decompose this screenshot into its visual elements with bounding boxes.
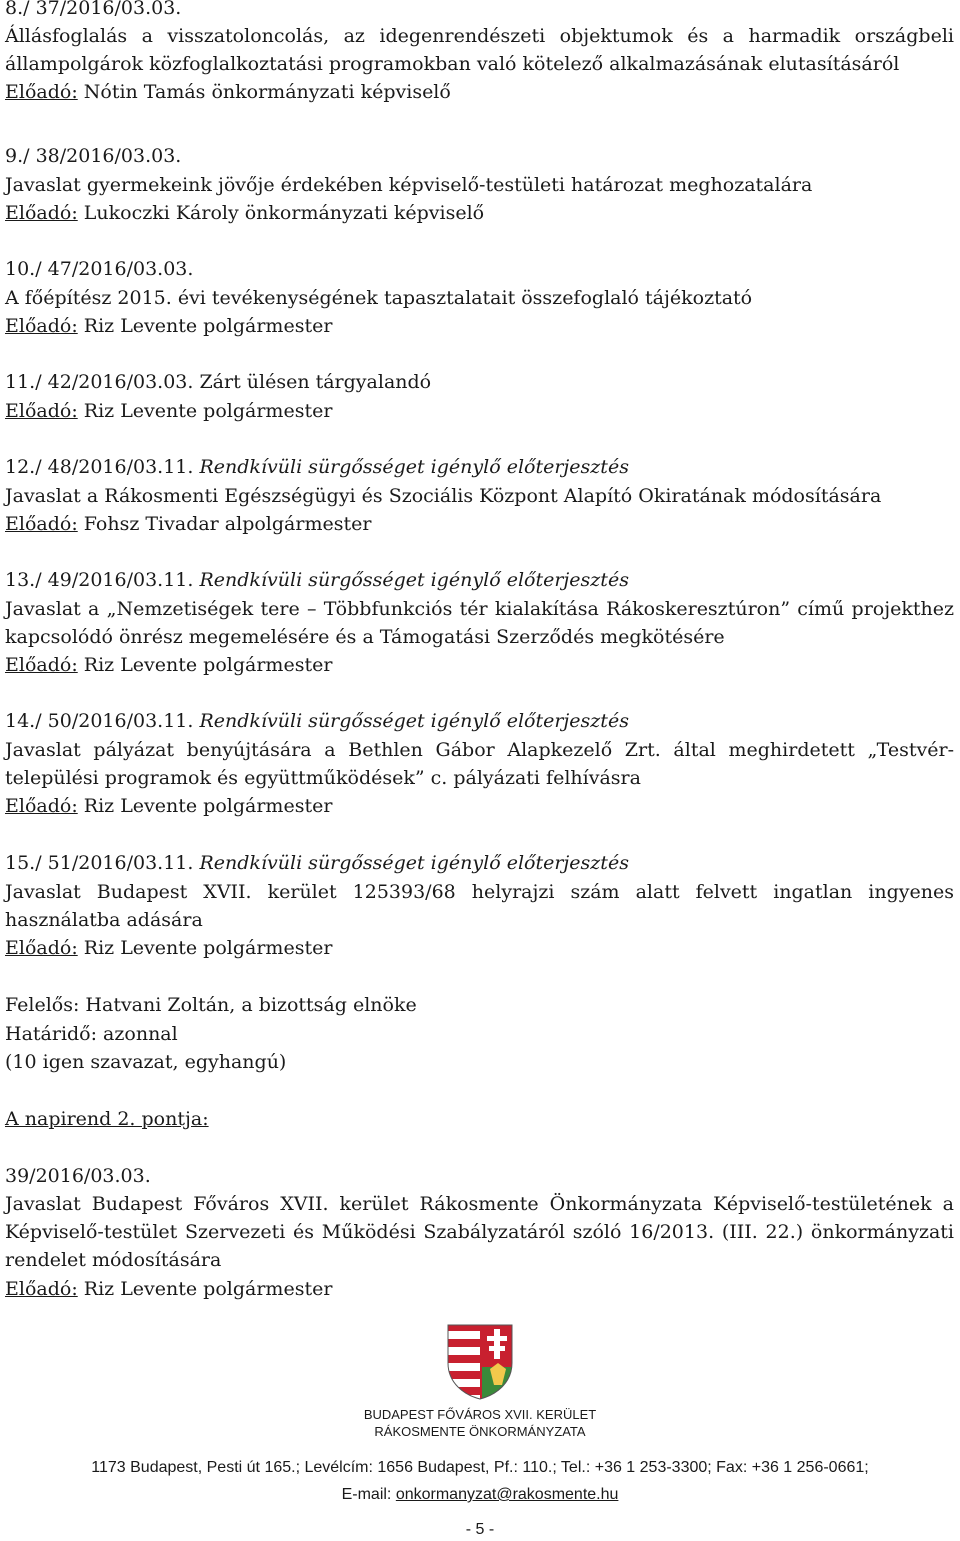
urgent-note: Rendkívüli sürgősséget igénylő előterjesztés — [199, 569, 629, 591]
presenter-name: Riz Levente polgármester — [77, 400, 333, 422]
coat-of-arms-icon — [446, 1323, 514, 1401]
item-title-line: Képviselő-testület Szervezeti és Működési Szabályzatáról szóló 16/2013. (III. 22.) önkormányzati — [5, 1221, 954, 1243]
item-number: 39/2016/03.03. — [5, 1165, 151, 1187]
item-title-line: Javaslat Budapest Főváros XVII. kerület Rákosmente Önkormányzata Képviselő-testületének a — [5, 1193, 954, 1215]
item-title-line: települési programok és együttműködések” c. pályázati felhívásra — [5, 767, 641, 789]
deadline-line: Határidő: azonnal — [5, 1023, 178, 1045]
presenter-line — [5, 397, 954, 425]
page-number: - 5 - — [465, 1521, 495, 1538]
item-number: 11./ 42/2016/03.03. — [5, 371, 194, 393]
item-title-line: rendelet módosítására — [5, 1249, 222, 1271]
item-number: 13./ 49/2016/03.11. — [5, 569, 194, 591]
presenter-line — [5, 651, 954, 679]
item-title-line: Javaslat pályázat benyújtására a Bethlen Gábor Alapkezelő Zrt. által meghirdetett „Testvér- — [5, 739, 954, 761]
item-number: 9./ 38/2016/03.03. — [5, 145, 182, 167]
presenter-label: Előadó: — [5, 937, 78, 959]
presenter-name: Nótin Tamás önkormányzati képviselő — [77, 81, 451, 103]
item-number: 15./ 51/2016/03.11. — [5, 852, 194, 874]
item-number-line — [5, 566, 954, 594]
presenter-label: Előadó: — [5, 81, 78, 103]
responsible-line: Felelős: Hatvani Zoltán, a bizottság elnöke — [5, 994, 417, 1016]
footer-email-line — [0, 1486, 960, 1504]
item-title-line: használatba adására — [5, 909, 203, 931]
item-number: 10./ 47/2016/03.03. — [5, 258, 194, 280]
presenter-name: Lukoczki Károly önkormányzati képviselő — [77, 202, 485, 224]
item-title-line: Javaslat a „Nemzetiségek tere – Többfunkciós tér kialakítása Rákoskeresztúron” című projekthez — [5, 598, 954, 620]
agenda-heading-text: A napirend 2. pontja: — [5, 1108, 209, 1130]
urgent-note: Rendkívüli sürgősséget igénylő előterjesztés — [199, 456, 629, 478]
presenter-line — [5, 934, 954, 962]
presenter-line — [5, 312, 954, 340]
presenter-name: Fohsz Tivadar alpolgármester — [77, 513, 372, 535]
presenter-label: Előadó: — [5, 654, 78, 676]
agenda-heading — [5, 1105, 954, 1133]
presenter-name: Riz Levente polgármester — [77, 654, 333, 676]
presenter-label: Előadó: — [5, 202, 78, 224]
presenter-label: Előadó: — [5, 400, 78, 422]
item-number: 12./ 48/2016/03.11. — [5, 456, 194, 478]
presenter-label: Előadó: — [5, 1278, 78, 1300]
item-number-line — [5, 849, 954, 877]
vote-result: (10 igen szavazat, egyhangú) — [5, 1051, 287, 1073]
item-number: 14./ 50/2016/03.11. — [5, 710, 194, 732]
presenter-line — [5, 510, 954, 538]
presenter-name: Riz Levente polgármester — [77, 315, 333, 337]
org-name-line: BUDAPEST FŐVÁROS XVII. KERÜLET — [363, 1407, 597, 1422]
item-title-line: állampolgárok közfoglalkoztatási programokban való kötelező alkalmazásának elutasításáról — [5, 53, 900, 75]
item-number-line — [5, 707, 954, 735]
presenter-name: Riz Levente polgármester — [77, 937, 333, 959]
item-number-line — [5, 368, 954, 396]
presenter-line — [5, 78, 954, 106]
footer-address: 1173 Budapest, Pesti út 165.; Levélcím: 1656 Budapest, Pf.: 110.; Tel.: +36 1 253-3300; Fax: +36 1 256-0661; — [91, 1459, 869, 1476]
presenter-label: Előadó: — [5, 513, 78, 535]
item-title-line: kapcsolódó önrész megemelésére és a Támogatási Szerződés megkötésére — [5, 626, 725, 648]
item-title-line: Javaslat gyermekeink jövője érdekében képviselő-testületi határozat meghozatalára — [5, 174, 813, 196]
presenter-line — [5, 199, 954, 227]
item-title-line: Javaslat Budapest XVII. kerület 125393/68 helyrajzi szám alatt felvett ingatlan ingyenes — [5, 881, 954, 903]
item-inline-title: Zárt ülésen tárgyalandó — [193, 371, 432, 393]
item-number-line — [5, 453, 954, 481]
email-label: E-mail: — [341, 1486, 396, 1503]
item-number: 8./ 37/2016/03.03. — [5, 0, 182, 19]
org-name-line: RÁKOSMENTE ÖNKORMÁNYZATA — [374, 1424, 586, 1439]
presenter-line — [5, 1275, 954, 1303]
urgent-note: Rendkívüli sürgősséget igénylő előterjesztés — [199, 710, 629, 732]
presenter-name: Riz Levente polgármester — [77, 1278, 333, 1300]
presenter-label: Előadó: — [5, 795, 78, 817]
item-title-line: A főépítész 2015. évi tevékenységének tapasztalatait összefoglaló tájékoztató — [5, 287, 753, 309]
item-title-line: Javaslat a Rákosmenti Egészségügyi és Szociális Központ Alapító Okiratának módosítására — [5, 485, 882, 507]
presenter-line — [5, 792, 954, 820]
email-link[interactable]: onkormanyzat@rakosmente.hu — [395, 1486, 619, 1503]
presenter-label: Előadó: — [5, 315, 78, 337]
item-title-line: Állásfoglalás a visszatoloncolás, az idegenrendészeti objektumok és a harmadik országbeli — [5, 25, 954, 47]
presenter-name: Riz Levente polgármester — [77, 795, 333, 817]
urgent-note: Rendkívüli sürgősséget igénylő előterjesztés — [199, 852, 629, 874]
